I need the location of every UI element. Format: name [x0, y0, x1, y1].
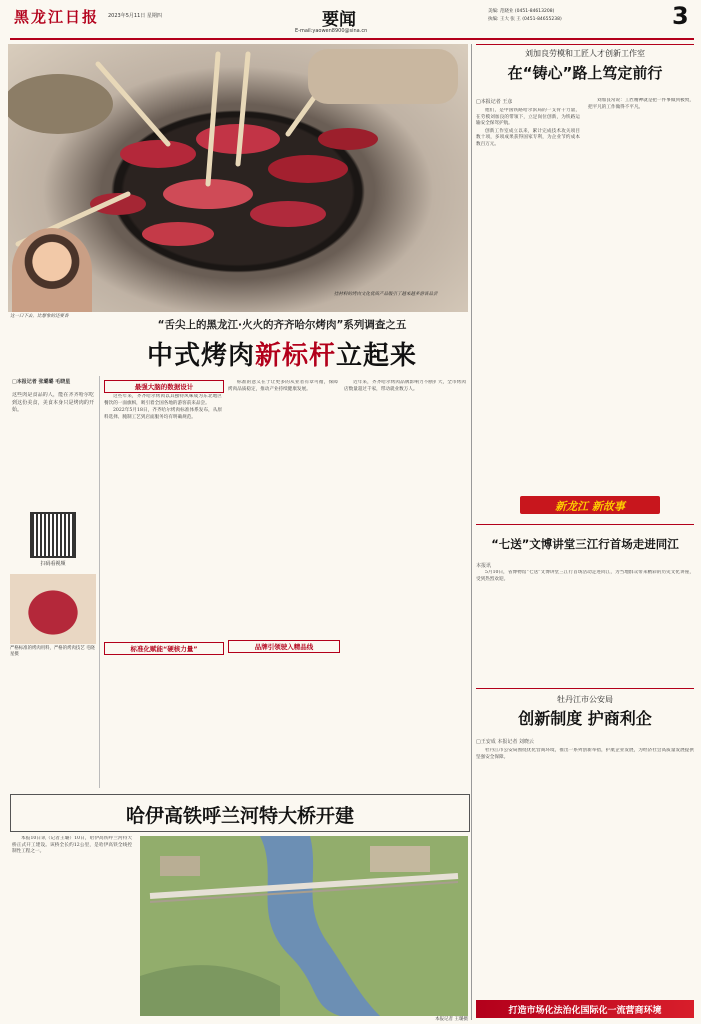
meat-slice: [268, 155, 348, 183]
right-bottom-headline: 创新制度 护商利企: [518, 709, 652, 728]
child-photo: [12, 228, 92, 312]
subhead-3: 品牌引领驶入精品线: [228, 640, 340, 653]
right-bottom-byline: □王安成 本报记者 刘晓云: [476, 739, 534, 745]
right-mid-body: [476, 570, 694, 680]
body-para: 本报10日讯（记者王璐）10日，哈伊高铁呼兰河特大桥正式开工建设。该桥全长约12公里，是哈伊高铁全线控制性工程之一。: [12, 836, 132, 855]
right-top-byline: □本报记者 王彦: [476, 99, 513, 105]
main-column-2: [228, 380, 338, 646]
masthead: [0, 0, 701, 44]
column-divider: [99, 376, 100, 788]
footer-banner-text: 打造市场化法治化国际化一流营商环境: [508, 1006, 662, 1016]
column-divider: [471, 44, 472, 1020]
meat-plate-photo: [10, 574, 96, 644]
bridge-aerial-photo: [140, 836, 468, 1016]
section-email: E-mail:yaowen8900@sina.cn: [295, 28, 368, 34]
date-line: 2023年5月11日 星期四: [108, 13, 162, 19]
main-headline: [96, 335, 468, 372]
headline-highlight: 新标杆: [254, 341, 336, 371]
headline-part-1: 中式烤肉: [146, 341, 255, 371]
grill-dish: [308, 49, 458, 104]
editor-line-2: 执编: 王大 张 王 (0451-84655238): [488, 17, 562, 22]
body-para: 刘加良常说：工匠精神就是把一件事做到极致，把平凡的工作做得不平凡。: [588, 98, 694, 110]
grill-dish: [8, 74, 113, 134]
right-top-headline: 在“铸心”路上笃定前行: [507, 64, 663, 82]
series-title: “舌尖上的黑龙江·火火的齐齐哈尔烤肉”系列调查之五: [157, 319, 407, 331]
bridge-illustration: [140, 836, 468, 1016]
new-longjiang-banner: [520, 496, 660, 514]
body-para: 牡丹江市公安局围绕优化营商环境，推出一系列创新举措，护航企业发展，为经济社会高质量发展提供坚强安全保障。: [476, 748, 694, 760]
meat-slices: [90, 124, 378, 246]
grill-photo: [8, 44, 468, 312]
meat-slice: [250, 201, 326, 227]
business-environment-banner: [476, 1000, 694, 1018]
bridge-headline: 哈伊高铁呼兰河特大桥开建: [125, 805, 354, 827]
body-para: 近年来，齐齐哈尔烤肉品牌影响力不断扩大，全市烤肉店数量超过千家，带动就业数万人。: [344, 380, 466, 392]
body-para: 他们，是中国铁路哈尔滨局的一支骨干力量，在劳模刘加良的带领下，立足岗位创新，为铁路运输安全保驾护航。: [476, 108, 580, 127]
right-mid-byline: 本报讯: [476, 563, 492, 569]
qr-label: 扫码看视频: [40, 561, 66, 567]
subhead-1: 最强大脑的数据设计: [104, 380, 224, 393]
body-para: 2022年5月18日，齐齐哈尔烤肉标准体系发布，从原料选择、腌制工艺到店面服务均有明确规范。: [104, 408, 222, 420]
masthead-rule: [10, 38, 694, 40]
construction-site: [160, 856, 200, 876]
bridge-credit: 本报记者 王璐摄: [435, 1017, 468, 1022]
section-title: 要闻: [322, 10, 356, 30]
right-bottom-rule: [476, 688, 694, 689]
meat-slice: [142, 222, 214, 246]
construction-site: [370, 846, 430, 872]
page-number: 3: [672, 2, 689, 30]
right-top-column-2: [588, 98, 694, 512]
headline-part-2: 立起来: [336, 341, 418, 371]
subhead-2: 标准化赋能“硬核力量”: [104, 642, 224, 655]
photo-caption: 挂材料的烤肉文化优质产品吸引了越来越多游客品尝: [334, 292, 438, 297]
editor-info: [488, 8, 648, 24]
body-para: 这些年来，齐齐哈尔烤肉以其独特风味成为东北地区餐饮的一面旗帜，吸引着全国各地的游客前来品尝。: [104, 394, 222, 406]
body-para: 5月10日，省博物馆“七送”文博讲堂三江行首场活动走进同江，为当地群众带来精彩的历史文化讲座，受到热烈欢迎。: [476, 570, 694, 582]
feature-intro: 这些肉是食品的人，能在齐齐哈尔吃到这份美食，美食本身只是烤肉的开始。: [12, 392, 94, 413]
body-para: 标准的意义在于让更多的从业者有章可循，保障烤肉品质稳定，推动产业持续健康发展。: [228, 380, 338, 392]
qr-code: [30, 512, 76, 558]
bridge-headline-box: [10, 794, 470, 832]
main-column-3: [344, 380, 466, 696]
qr-caption: 严格标准的烤肉用料，严格的烤肉技艺 毛晓星摄: [10, 646, 95, 657]
body-para: 创新工作室成立以来，累计完成技术攻关项目数十项，多项成果获得国家专利，为企业节约成本数百万元。: [476, 128, 580, 147]
child-caption: 这一口下去，比想象的还要香: [10, 314, 69, 319]
right-bottom-kicker: 牡丹江市公安局: [557, 695, 613, 704]
meat-slice: [318, 128, 378, 150]
banner-text: 新龙江 新故事: [555, 500, 625, 513]
paper-name: 黑龙江日报: [14, 8, 100, 26]
right-mid-headline: “七送”文博讲堂三江行首场走进同江: [491, 537, 679, 551]
meat-slice: [120, 140, 196, 168]
feature-byline: □本报记者 张璐璐 毛晓星: [12, 379, 71, 385]
editor-line: 美编: 范晓业 (0451-84613208): [488, 9, 555, 14]
right-top-rule: [476, 44, 694, 45]
right-top-column-1: [476, 108, 580, 510]
right-mid-rule: [476, 524, 694, 525]
bridge-body: [12, 836, 132, 1016]
main-column-1: [104, 394, 222, 638]
right-bottom-body: [476, 748, 694, 996]
right-top-kicker: 刘加良劳模和工匠人才创新工作室: [525, 49, 645, 58]
